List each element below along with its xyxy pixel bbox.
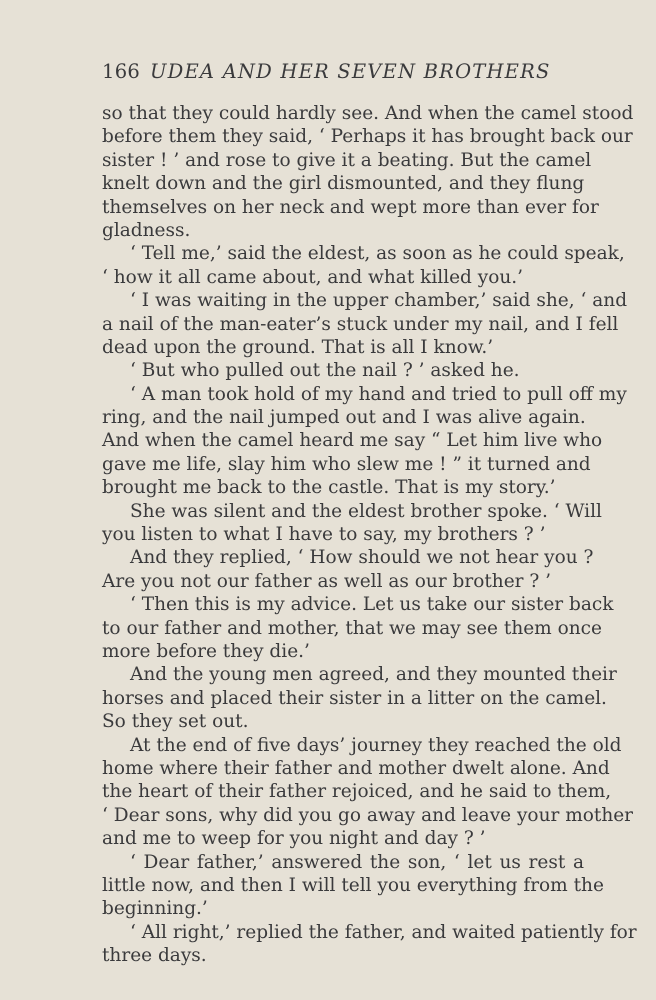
text-line: ‘ But who pulled out the nail ? ’ asked he. [130,360,520,382]
text-line: home where their father and mother dwelt alone. And [102,757,610,779]
text-line: And they replied, ‘ How should we not hear you ? [130,547,594,569]
text-line: ‘ Dear sons, why did you go away and leave your mother [102,804,634,826]
text-line: ‘ Dear father,’ answered the son, ‘ let us rest a [130,851,584,873]
text-line: And when the camel heard me say “ Let him live who [102,430,603,452]
text-line: little now, and then I will tell you everything from the [102,874,604,896]
text-line: gave me life, slay him who slew me ! ” it turned and [102,453,591,475]
text-line: So they set out. [102,711,249,733]
page-number: 166 [102,60,141,83]
text-line: ring, and the nail jumped out and I was alive again. [102,407,586,429]
text-line: ‘ how it all came about, and what killed you.’ [102,266,524,288]
text-line: a nail of the man-eater’s stuck under my nail, and I fell [102,313,619,335]
text-line: before them they said, ‘ Perhaps it has brought back our [102,126,633,148]
text-line: knelt down and the girl dismounted, and they flung [102,173,585,195]
text-line: She was silent and the eldest brother spoke. ‘ Will [130,500,602,522]
text-line: dead upon the ground. That is all I know.’ [102,336,494,358]
running-title: UDEA AND HER SEVEN BROTHERS [150,60,551,83]
text-line: Are you not our father as well as our brother ? ’ [102,570,552,592]
text-line: At the end of five days’ journey they reached the old [130,734,622,756]
text-line: more before they die.’ [102,640,310,662]
text-line: ‘ A man took hold of my hand and tried to pull off my [130,383,627,405]
text-line: beginning.’ [102,898,208,920]
text-line: sister ! ’ and rose to give it a beating. But the camel [102,149,592,171]
text-line: you listen to what I have to say, my brothers ? ’ [102,524,546,546]
text-line: brought me back to the castle. That is my story.’ [102,477,556,499]
text-line: ‘ I was waiting in the upper chamber,’ said she, ‘ and [130,290,628,312]
text-line: ‘ Then this is my advice. Let us take our sister back [130,594,614,616]
text-line: three days. [102,945,207,967]
text-line: ‘ All right,’ replied the father, and waited patiently for [130,921,637,943]
text-line: the heart of their father rejoiced, and he said to them, [102,781,612,803]
page-header [102,60,554,90]
text-line: themselves on her neck and wept more than ever for [102,196,599,218]
text-line: ‘ Tell me,’ said the eldest, as soon as he could speak, [130,243,625,265]
body-text [102,102,637,967]
text-line: to our father and mother, that we may see them once [102,617,602,639]
text-line: And the young men agreed, and they mounted their [130,664,617,686]
text-line: gladness. [102,219,191,241]
text-line: horses and placed their sister in a litter on the camel. [102,687,607,709]
text-line: so that they could hardly see. And when the camel stood [102,103,634,124]
text-line: and me to weep for you night and day ? ’ [102,828,486,850]
